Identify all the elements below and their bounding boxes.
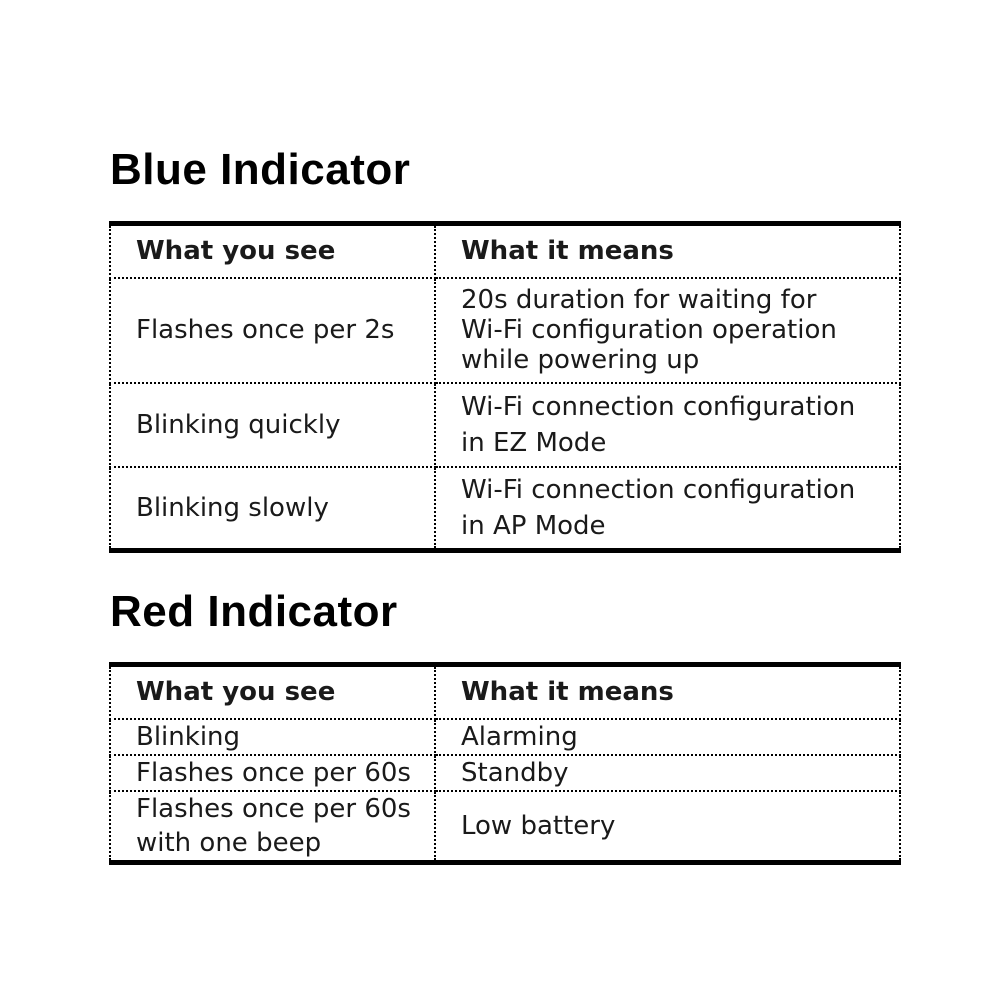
column-header-what-it-means: What it means bbox=[435, 665, 900, 719]
table-row bbox=[110, 791, 900, 863]
blue-indicator-table bbox=[109, 221, 901, 553]
blue-indicator-heading: Blue Indicator bbox=[110, 145, 411, 194]
table-row bbox=[110, 719, 900, 755]
what-it-means-cell: Low battery bbox=[435, 791, 900, 863]
red-indicator-table bbox=[109, 662, 901, 865]
cell-text-line: Wi-Fi connection configuration bbox=[461, 474, 856, 505]
column-header-what-you-see: What you see bbox=[110, 224, 435, 278]
cell-text-line: Wi-Fi configuration operation bbox=[461, 315, 837, 345]
cell-text-line: Flashes once per 60s bbox=[136, 793, 411, 824]
what-it-means-cell: Standby bbox=[435, 755, 900, 791]
what-you-see-cell bbox=[110, 719, 435, 755]
what-you-see-cell: Blinking quickly bbox=[110, 383, 435, 467]
what-it-means-cell: Alarming bbox=[435, 719, 900, 755]
table-row bbox=[110, 383, 900, 467]
cell-text-line: 20s duration for waiting for bbox=[461, 285, 817, 315]
what-it-means-cell bbox=[435, 278, 900, 383]
table-header-row bbox=[110, 665, 900, 719]
column-header-what-you-see: What you see bbox=[110, 665, 435, 719]
what-you-see-cell: Flashes once per 2s bbox=[110, 278, 435, 383]
what-you-see-cell bbox=[110, 791, 435, 863]
table-row bbox=[110, 278, 900, 383]
cell-text-line: with one beep bbox=[136, 827, 322, 858]
cell-text-line: in EZ Mode bbox=[461, 427, 607, 458]
cell-text-line: Blinking bbox=[136, 721, 241, 752]
cell-text-line: while powering up bbox=[461, 345, 700, 375]
cell-text-line: Wi-Fi connection configuration bbox=[461, 391, 856, 422]
what-it-means-cell bbox=[435, 383, 900, 467]
column-header-what-it-means: What it means bbox=[435, 224, 900, 278]
what-it-means-cell bbox=[435, 467, 900, 551]
cell-text-line: Flashes once per 60s bbox=[136, 757, 411, 788]
red-indicator-heading: Red Indicator bbox=[110, 587, 398, 636]
table-header-row bbox=[110, 224, 900, 278]
table-row bbox=[110, 467, 900, 551]
what-you-see-cell bbox=[110, 755, 435, 791]
what-you-see-cell: Blinking slowly bbox=[110, 467, 435, 551]
table-row bbox=[110, 755, 900, 791]
cell-text-line: in AP Mode bbox=[461, 510, 606, 541]
